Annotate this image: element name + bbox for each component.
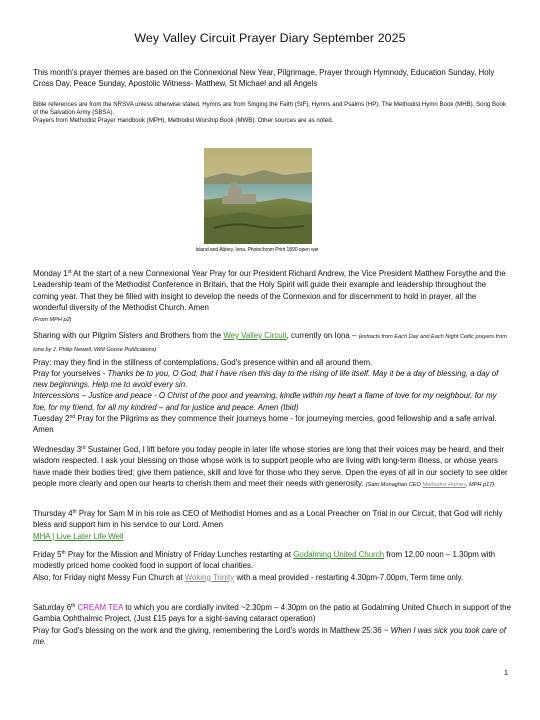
page-number: 1 bbox=[503, 668, 508, 677]
photo-caption: Island and Abbey, Iona, Photochrom Print 1890 open wie bbox=[195, 247, 319, 253]
thursday-day: Thursday 4 bbox=[33, 509, 73, 518]
entry-monday bbox=[33, 268, 511, 326]
friday-day: Friday 5 bbox=[33, 550, 62, 559]
wey-valley-circuit-link[interactable]: Wey Valley Circuit bbox=[223, 331, 287, 340]
thursday-suffix: th bbox=[72, 509, 77, 515]
entry-saturday bbox=[33, 602, 511, 647]
sharing-pray-2: Thanks be to you, O God, that I have risen this day to the rising of life itself. May it be a day of blessing, a day of new beginnings. Help me to avoid every sin. bbox=[33, 368, 499, 390]
saturday-quote: When I was sick you took care of me. bbox=[33, 625, 506, 646]
woking-trinity-link[interactable]: Woking Trinity bbox=[184, 572, 235, 582]
cream-tea-highlight: CREAM TEA bbox=[75, 603, 123, 612]
wednesday-day: Wednesday 3 bbox=[33, 445, 82, 454]
monday-suffix: st bbox=[67, 269, 72, 275]
photo-figure bbox=[148, 136, 366, 260]
sharing-pray-2-lead: Pray for yourselves - bbox=[33, 368, 108, 378]
saturday-suffix: th bbox=[71, 603, 76, 609]
friday-text-2: from 12.00 noon – 1.30pm with modestly priced home cooked food in support of local charities. bbox=[33, 550, 496, 571]
saturday-text-1: to which you are cordially invited ~2.30pm – 4.30pm on the patio at Godalming United Church in support of the Gambia Ophthalmic Project, (Just £15 pays for a sight-saving cataract operation) bbox=[33, 603, 511, 624]
sharing-intercessions: Intercessions – Justice and peace - O Christ of the poor and yearning, kindle within my heart a flame of love for my neighbour, for my foe, for my friend, for all my kindred – and for justice and peace. Amen (Ibid) bbox=[33, 391, 497, 412]
tuesday-suffix: nd bbox=[69, 414, 76, 420]
monday-text: At the start of a new Connexional Year Pray for our President Richard Andrew, the Vice President Matthew Forsythe and the Leadership team of the Methodist Conference in Britain, that the Holy Spirit will guide their example and leadership throughout the coming year. That they be filled with insight to develop the needs of the Connexion and for discernment to hold in prayer, all the wonderful diversity of the Methodist Church. Amen bbox=[33, 269, 506, 312]
godalming-united-church-link[interactable]: Godalming United Church bbox=[293, 550, 385, 559]
references-line-1: Bible references are from the NRSVA unless otherwise stated. Hymns are from Singing the Faith (StF), Hymns and Psalms (HP). The Methodist Hymn Book (MHB), Song Book of the Salvation Army (SBSA). bbox=[33, 101, 506, 117]
friday-text-3: Also, for Friday night Messy Fun Church at bbox=[33, 572, 185, 582]
intro-paragraph: This month's prayer themes are based on the Connexional New Year, Pilgrimage, Prayer through Hymnody, Education Sunday, Holy Cross Day, Peace Sunday, Apostolic Witness- Matthew, St Michael and all Angels bbox=[33, 68, 495, 89]
entry-wednesday bbox=[33, 444, 511, 491]
monday-day: Monday 1 bbox=[33, 269, 68, 278]
entry-sharing bbox=[33, 330, 511, 413]
wednesday-source-lead: (Sam Monaghan CEO bbox=[365, 481, 423, 488]
wednesday-text: Sustainer God, I lift before you today people in later life whose stories are long that their voices may be heard, and their wisdom respected. I ask your blessing on those whose work is to support people who are living with long-term illness, or whose years have made their bodies tired; give them patience, skill and love for those who they serve. Open the eyes of all in our society to see older people more clearly and open our hearts to cherish them and meet their needs with generosity. bbox=[33, 445, 508, 488]
friday-text-4: with a meal provided - restarting 4.30pm-7.00pm, Term time only. bbox=[234, 572, 464, 582]
sharing-lead: Sharing with our Pilgrim Sisters and Brothers from the bbox=[33, 331, 224, 340]
saturday-day: Saturday 6 bbox=[33, 603, 72, 612]
friday-suffix: th bbox=[61, 550, 66, 556]
friday-text-1: Pray for the Mission and Ministry of Friday Lunches restarting at bbox=[65, 550, 294, 559]
monday-source: (From MPH p2) bbox=[33, 317, 72, 324]
thursday-text: Pray for Sam M in his role as CEO of Methodist Homes and as a Local Preacher on Trial in our Circuit, that God will richly bless and support him in his service to our Lord. Amen bbox=[33, 509, 503, 530]
sharing-source: (extracts from Each Day and Each Night Celtic prayers from Iona by J. Philip Newell, Wild Goose Publications) bbox=[33, 334, 507, 354]
sharing-pray-1: Pray: may they find in the stillness of contemplations, God's presence within and all around them. bbox=[33, 357, 373, 367]
saturday-text-2: Pray for God's blessing on the work and the giving, remembering the Lord's words in Matthew 25:36 ~ bbox=[33, 625, 391, 635]
references-line-2: Prayers from Methodist Prayer Handbook (MPH), Methodist Worship Book (MWB). Other sources are as noted. bbox=[33, 117, 334, 125]
tuesday-text: Pray for the Pilgrims as they commence their journeys home - for journeying mercies, good fellowship and a safe arrival. Amen bbox=[33, 414, 497, 435]
wednesday-suffix: rd bbox=[81, 445, 86, 451]
methodist-homes-link[interactable]: Methodist Homes bbox=[422, 481, 466, 488]
sharing-mid: , currently on Iona – bbox=[286, 331, 359, 340]
references-paragraph bbox=[33, 101, 511, 126]
tuesday-day: Tuesday 2 bbox=[33, 414, 70, 423]
iona-abbey-photo bbox=[204, 148, 312, 244]
entry-thursday bbox=[33, 508, 511, 542]
entry-tuesday bbox=[33, 413, 511, 436]
page-title: Wey Valley Circuit Prayer Diary September 2025 bbox=[134, 31, 406, 45]
mha-live-later-life-link[interactable]: MHA | Live Later Life Well bbox=[33, 531, 124, 541]
wednesday-source-tail: , MPH p17) bbox=[465, 481, 495, 488]
entry-friday bbox=[33, 549, 511, 583]
